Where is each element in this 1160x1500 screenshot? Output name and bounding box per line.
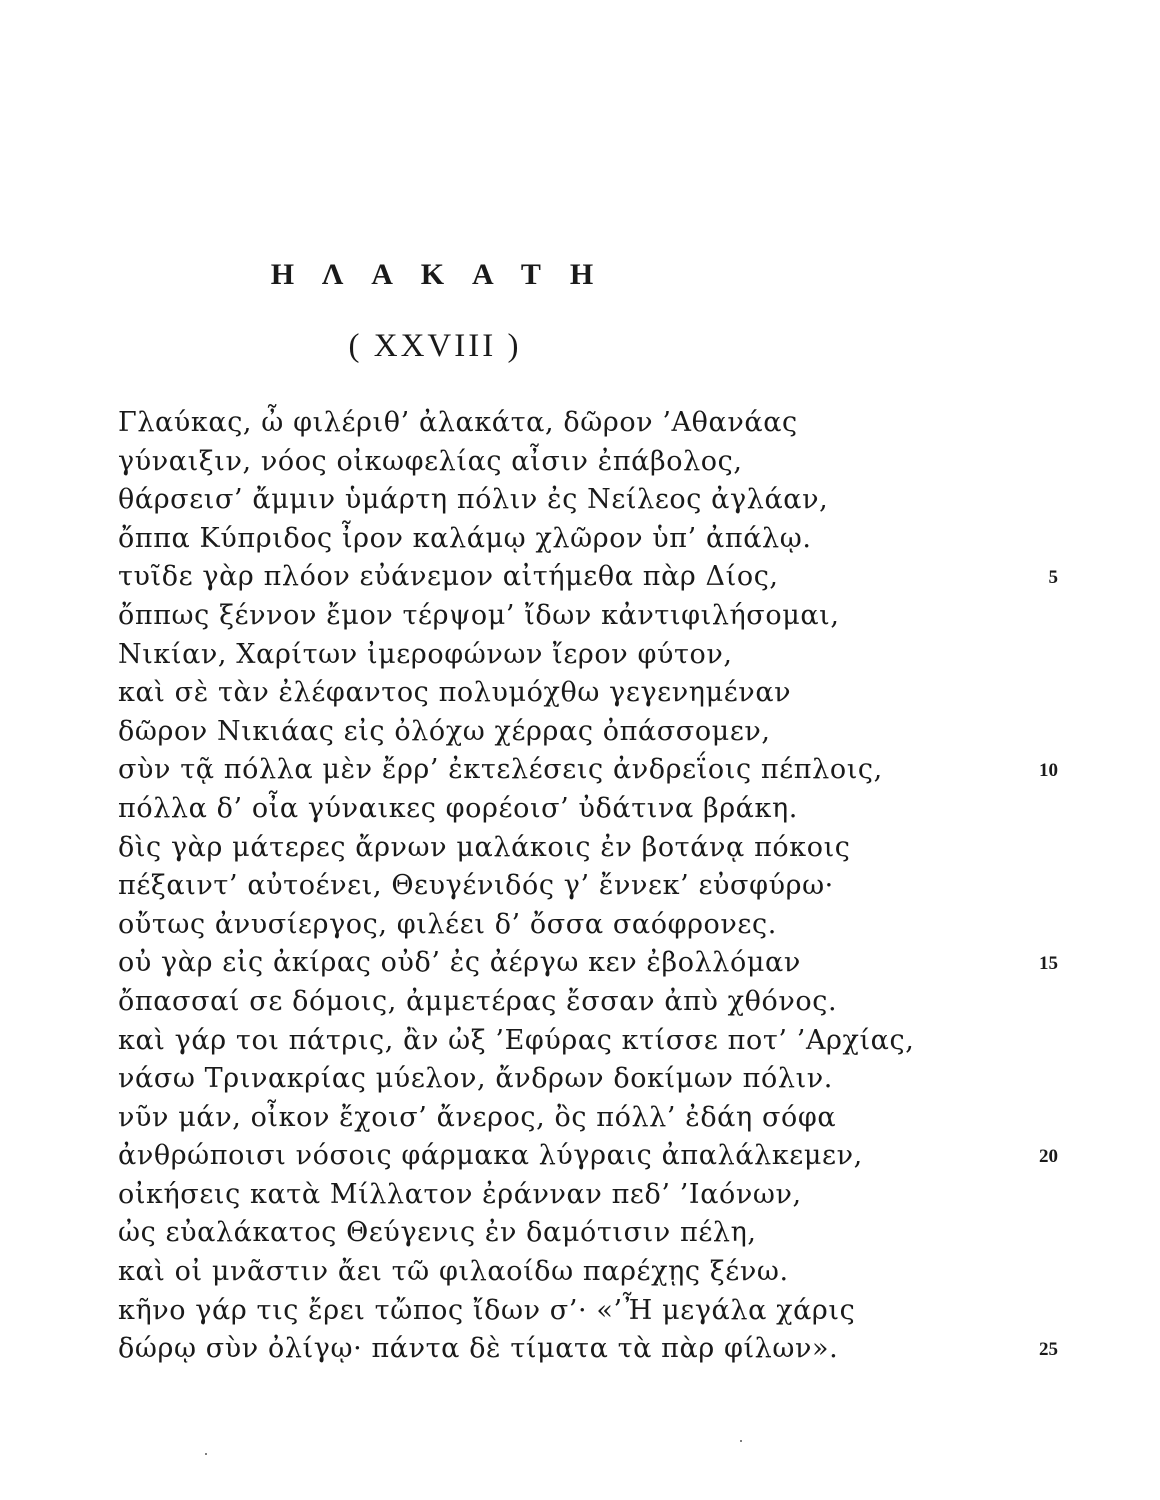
verse-line [118, 1099, 1058, 1138]
print-speck [740, 1440, 742, 1442]
verse-text: γύναιξιν, νόος οἰκωφελίας αἶσιν ἐπάβολος, [118, 445, 743, 477]
verse-line [118, 1253, 1058, 1292]
verse-text: Νικίαν, Χαρίτων ἰμεροφώνων ἴερον φύτον, [118, 638, 733, 670]
verse-text: θάρσεισ’ ἄμμιν ὑμάρτη πόλιν ἐς Νείλεος ἀγλάαν, [118, 484, 829, 516]
verse-line [118, 520, 1058, 559]
verse-text: τυῖδε γὰρ πλόον εὐάνεμον αἰτήμεθα πὰρ Δίος, [118, 561, 779, 593]
poem-title: Η Λ Α Κ Α Τ Η [270, 258, 605, 291]
verse-text: ὄππα Κύπριδος ἶρον καλάμῳ χλῶρον ὑπ’ ἀπάλῳ. [118, 522, 812, 554]
verse-text: σὺν τᾷ πόλλα μὲν ἔρρ’ ἐκτελέσεις ἀνδρεΐοις πέπλοις, [118, 754, 883, 786]
verse-line [118, 404, 1058, 443]
verse-text: καὶ σὲ τὰν ἐλέφαντος πολυμόχθω γεγενημέναν [118, 677, 792, 709]
verse-text: καὶ γάρ τοι πάτρις, ἂν ὠξ ’Εφύρας κτίσσε ποτ’ ’Αρχίας, [118, 1024, 915, 1056]
poem-number: ( XXVIII ) [348, 328, 522, 364]
verse-line [118, 1330, 1058, 1369]
line-number: 5 [1048, 567, 1058, 589]
verse-text: οὐ γὰρ εἰς ἀκίρας οὐδ’ ἐς ἀέργω κεν ἐβολλόμαν [118, 947, 801, 979]
verse-text: δὶς γὰρ μάτερες ἄρνων μαλάκοις ἐν βοτάνᾳ πόκοις [118, 831, 851, 863]
line-number: 20 [1039, 1146, 1058, 1168]
verse-line [118, 829, 1058, 868]
verse-text: καὶ οἰ μνᾶστιν ἄει τῶ φιλαοίδω παρέχῃς ξένω. [118, 1256, 789, 1288]
verse-line [118, 751, 1058, 790]
verse-line [118, 790, 1058, 829]
verse-line [118, 1214, 1058, 1253]
verse-line [118, 906, 1058, 945]
verse-text: ὄπασσαί σε δόμοις, ἀμμετέρας ἔσσαν ἀπὺ χθόνος. [118, 985, 838, 1017]
verse-text: ὄππως ξέννον ἔμον τέρψομ’ ἴδων κἀντιφιλήσομαι, [118, 599, 840, 631]
verse-line [118, 1292, 1058, 1331]
verse-line [118, 597, 1058, 636]
verse-line [118, 674, 1058, 713]
line-number: 15 [1039, 953, 1058, 975]
verse-line [118, 944, 1058, 983]
verse-text: Γλαύκας, ὦ φιλέριθ’ ἀλακάτα, δῶρον ’Αθανάας [118, 407, 798, 438]
verse-text: οὔτως ἀνυσίεργος, φιλέει δ’ ὄσσα σαόφρονες. [118, 908, 777, 940]
verse-line [118, 1060, 1058, 1099]
verse-text: νῦν μάν, οἶκον ἔχοισ’ ἄνερος, ὂς πόλλ’ ἐδάη σόφα [118, 1101, 837, 1133]
verse-text: δῶρον Νικιάας εἰς ὀλόχω χέρρας ὀπάσσομεν, [118, 715, 771, 747]
verse-text: κῆνο γάρ τις ἔρει τὤπος ἴδων σ’· «’Ἦ μεγάλα χάρις [118, 1294, 856, 1326]
print-speck [205, 1453, 207, 1455]
verse-line [118, 983, 1058, 1022]
poem-body [118, 404, 1058, 1369]
verse-text: πέξαιντ’ αὐτοένει, Θευγένιδός γ’ ἔννεκ’ εὐσφύρω· [118, 870, 834, 902]
verse-text: ἀνθρώποισι νόσοις φάρμακα λύγραις ἀπαλάλκεμεν, [118, 1140, 863, 1172]
verse-text: οἰκήσεις κατὰ Μίλλατον ἐράνναν πεδ’ ’Ιαόνων, [118, 1178, 802, 1210]
verse-line [118, 558, 1058, 597]
verse-text: δώρῳ σὺν ὀλίγῳ· πάντα δὲ τίματα τὰ πὰρ φίλων». [118, 1333, 839, 1365]
line-number: 10 [1039, 760, 1058, 782]
verse-text: ὠς εὐαλάκατος Θεύγενις ἐν δαμότισιν πέλη, [118, 1217, 757, 1249]
verse-line [118, 636, 1058, 675]
verse-text: νάσω Τρινακρίας μύελον, ἄνδρων δοκίμων πόλιν. [118, 1063, 833, 1095]
verse-line [118, 443, 1058, 482]
verse-line [118, 1137, 1058, 1176]
verse-line [118, 481, 1058, 520]
verse-line [118, 867, 1058, 906]
verse-line [118, 1176, 1058, 1215]
verse-text: πόλλα δ’ οἶα γύναικες φορέοισ’ ὐδάτινα βράκη. [118, 792, 798, 824]
line-number: 25 [1039, 1339, 1058, 1361]
verse-line [118, 1022, 1058, 1061]
verse-line [118, 713, 1058, 752]
